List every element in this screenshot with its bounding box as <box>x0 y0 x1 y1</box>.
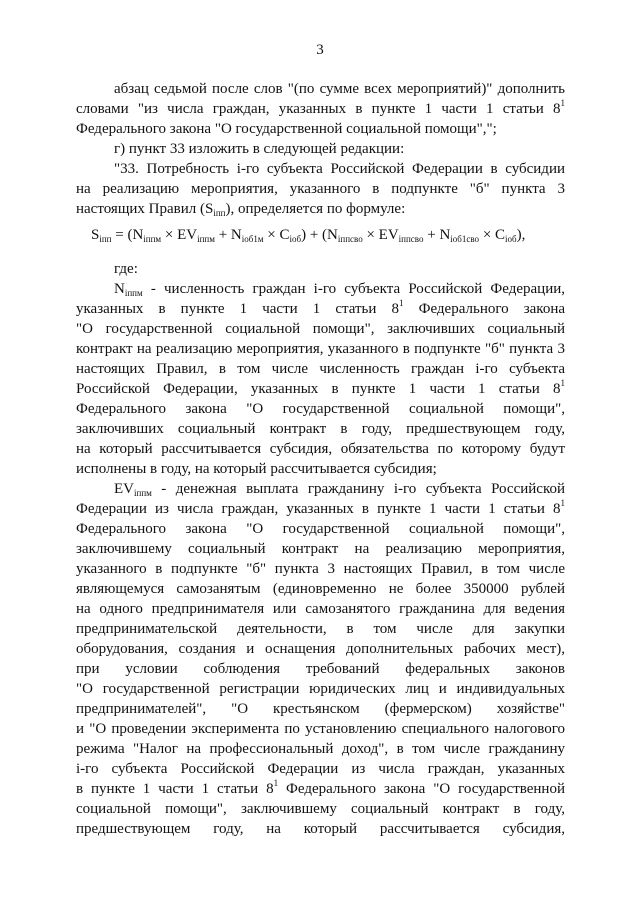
text-line: при условии соблюдения требований федеральных законов <box>76 661 565 677</box>
text-line: "О государственной регистрации юридических лиц и индивидуальных <box>76 681 565 697</box>
text-line: заключившему социальный контракт на реализацию мероприятия, <box>76 541 565 557</box>
formula: $S_{іпп} = (N_{іппм} \times EV_{іппм} + N_{іоб1м} \times C_{іоб}) + (N_{іппсво} \times EV_{іппсво} + N_{іоб1сво} \times C_{іоб})$, <box>91 227 526 244</box>
text-line: і-го субъекта Российской Федерации из числа граждан, указанных <box>76 761 565 777</box>
text-line: "О государственной социальной помощи", заключивших социальный <box>76 321 565 337</box>
text-line: Федерации из числа граждан, указанных в пункте 1 части 1 статьи $8^1$ <box>76 498 565 517</box>
superscript: 1 <box>560 378 565 388</box>
text-line: абзац седьмой после слов "(по сумме всех мероприятий)" дополнить <box>114 81 565 97</box>
text-line: Федерального закона "О государственной социальной помощи","; <box>76 121 497 137</box>
text-line: настоящих Правил $(S_{іпп})$, определяется по формуле: <box>76 201 406 218</box>
text-line: на реализацию мероприятия, указанного в подпункте "б" пункта 3 <box>76 181 565 197</box>
text-line: г) пункт 33 изложить в следующей редакции: <box>114 141 405 157</box>
text-line: контракт на реализацию мероприятия, указанного в подпункте "б" пункта 3 <box>76 341 565 357</box>
text-line: указанных в пункте 1 части 1 статьи $8^1$ Федерального закона <box>76 298 566 317</box>
superscript: 1 <box>273 778 279 788</box>
subscript: іппм <box>124 288 143 298</box>
text-line: указанного в подпункте "б" пункта 3 настоящих Правил, в том числе <box>76 561 565 577</box>
text-line: Российской Федерации, указанных в пункте 1 части 1 статьи $8^1$ <box>76 378 565 397</box>
text-line: $N_{іппм}$ - численность граждан і-го субъекта Российской Федерации, <box>114 281 565 298</box>
text-line: предпринимательской деятельности, в том числе для закупки <box>76 621 565 637</box>
text-line: $EV_{іппм}$ - денежная выплата гражданину і-го субъекта Российской <box>114 481 565 498</box>
text-line: социальной помощи", заключившему социальный контракт в году, <box>76 801 565 817</box>
text-line: предшествующем году, на который рассчитывается субсидия, <box>76 821 565 837</box>
subscript: іппм <box>134 488 152 498</box>
page-number: 3 <box>316 42 324 58</box>
text-line: "33. Потребность і-го субъекта Российской Федерации в субсидии <box>114 161 565 177</box>
text-line: и "О проведении эксперимента по установлению специального налогового <box>76 721 565 737</box>
text-line: на одного предпринимателя или самозанятого гражданина для ведения <box>76 601 565 617</box>
text-line: режима "Налог на профессиональный доход", в том числе гражданину <box>76 741 565 757</box>
text-line: являющемуся самозанятым (единовременно не более 350000 рублей <box>76 581 565 597</box>
text-line: предпринимателей", "О крестьянском (фермерском) хозяйстве" <box>76 701 565 717</box>
superscript: 1 <box>399 298 404 308</box>
text-line: Федерального закона "О государственной социальной помощи", <box>76 521 565 537</box>
text-line: в пункте 1 части 1 статьи $8^1$ Федерального закона "О государственной <box>76 778 565 797</box>
text-line: настоящих Правил, в том числе численность граждан і-го субъекта <box>76 361 565 377</box>
text-line: оборудования, создания и оснащения дополнительных рабочих мест), <box>76 641 565 657</box>
superscript: 1 <box>560 98 565 108</box>
text-line: Федерального закона "О государственной социальной помощи", <box>76 401 565 417</box>
text-line: словами "из числа граждан, указанных в пункте 1 части 1 статьи $8^1$ <box>76 98 565 117</box>
subscript: іпп <box>213 208 226 218</box>
text-line: исполнены в году, на который рассчитывается субсидия; <box>76 461 437 477</box>
text-line: на который рассчитывается субсидия, обязательства по которому будут <box>76 441 565 457</box>
superscript: 1 <box>560 498 565 508</box>
where-label: где: <box>114 261 138 277</box>
text-line: заключивших социальный контракт в году, предшествующем году, <box>76 421 565 437</box>
